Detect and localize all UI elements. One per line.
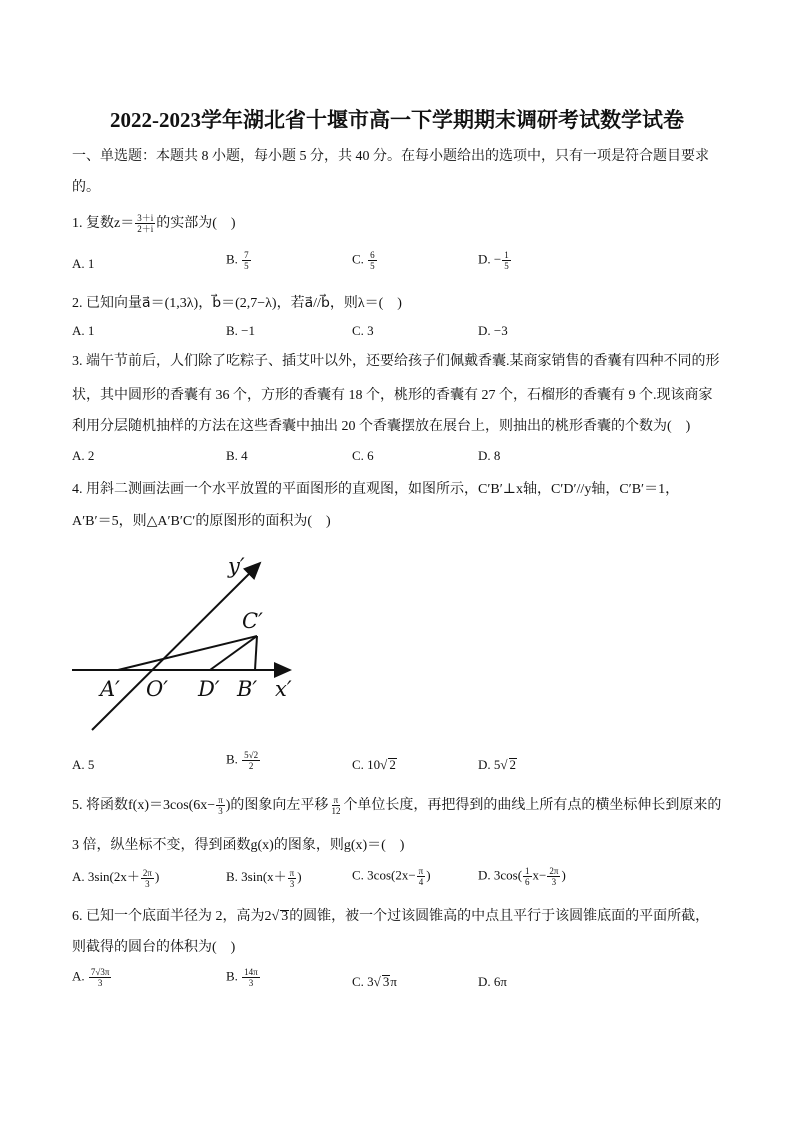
q3-option-c[interactable]: C. 6 [352, 448, 374, 463]
question-6-line1: 6. 已知一个底面半径为 2，高为2√ 3的圆锥，被一个过该圆锥高的中点且平行于该圆锥底面的平面所截， [72, 905, 709, 925]
segment-c-b [255, 636, 257, 670]
q1-option-c[interactable]: C. $\frac{6}{5}$ [352, 250, 375, 271]
q6-option-b[interactable]: B. $\frac{14\pi}{3}$ [226, 967, 258, 988]
q2-option-d[interactable]: D. −3 [478, 323, 508, 338]
label-x-prime: x′ [275, 677, 292, 701]
q1-option-b[interactable]: B. $\frac{7}{5}$ [226, 250, 249, 271]
q5-option-c[interactable]: C. 3cos(2x− $\frac{\pi}{4}$ ) [352, 866, 431, 887]
question-1: 1. 复数z＝ $\frac{3+i}{2+i}$ 的实部为( ) [72, 213, 236, 235]
label-b-prime: B′ [237, 677, 258, 701]
question-6-line2: 则截得的圆台的体积为( ) [72, 940, 236, 955]
fraction: $\frac{3+i}{2+i}$ [137, 213, 154, 235]
q4-option-d[interactable]: D. 5√ 2 [478, 757, 517, 773]
q5-option-a[interactable]: A. 3sin(2x＋ $\frac{2\pi}{3}$ ) [72, 867, 160, 889]
label-o-prime: O′ [146, 677, 168, 701]
section-header: 一、单选题：本题共 8 小题，每小题 5 分，共 40 分。在每小题给出的选项中，只有一项是符合题目要求 [72, 149, 709, 164]
q4-option-a[interactable]: A. 5 [72, 757, 95, 772]
question-3-line1: 3. 端午节前后，人们除了吃粽子、插艾叶以外，还要给孩子们佩戴香囊.某商家销售的香囊有四种不同的形 [72, 354, 720, 369]
label-c-prime: C′ [242, 609, 263, 633]
label-a-prime: A′ [100, 677, 120, 701]
question-5-line2: 3 倍，纵坐标不变，得到函数g(x)的图象，则g(x)＝( ) [72, 838, 405, 853]
label-y-prime: y′ [228, 554, 245, 578]
q2-option-c[interactable]: C. 3 [352, 323, 374, 338]
q6-option-a[interactable]: A. $\frac{7√3\pi}{3}$ [72, 967, 110, 988]
q6-option-d[interactable]: D. 6π [478, 974, 507, 989]
q5-option-d[interactable]: D. 3cos( $\frac{1}{6}$ x− $\frac{2\pi}{3}$ ) [478, 866, 566, 887]
q1-option-d[interactable]: D. − $\frac{1}{5}$ [478, 250, 509, 271]
q6-option-c[interactable]: C. 3√ 3π [352, 974, 397, 990]
q1-option-a[interactable]: A. 1 [72, 256, 95, 271]
q4-option-c[interactable]: C. 10√ 2 [352, 757, 397, 773]
q5-option-b[interactable]: B. 3sin(x＋ $\frac{\pi}{3}$ ) [226, 867, 302, 889]
question-4-line1: 4. 用斜二测画法画一个水平放置的平面图形的直观图，如图所示，C′B′⊥x轴，C′D′//y轴，C′B′＝1， [72, 482, 680, 497]
y-axis [92, 563, 260, 730]
question-5-line1: 5. 将函数f(x)＝3cos(6x− $\frac{\pi}{3}$ )的图象向左平移 $\frac{\pi}{12}$ 个单位长度，再把得到的曲线上所有点的横坐标伸长到原来的 [72, 795, 722, 817]
question-4-line2: A′B′＝5，则△A′B′C′的原图形的面积为( ) [72, 514, 331, 529]
section-header-cont: 的。 [72, 180, 100, 195]
q3-option-a[interactable]: A. 2 [72, 448, 95, 463]
q2-option-a[interactable]: A. 1 [72, 323, 95, 338]
question-3-line2: 状，其中圆形的香囊有 36 个，方形的香囊有 18 个，桃形的香囊有 27 个，石榴形的香囊有 9 个.现该商家 [72, 388, 713, 403]
question-2: 2. 已知向量a⃗＝(1,3λ)，b⃗＝(2,7−λ)，若a⃗//b⃗，则λ＝( ) [72, 296, 402, 311]
q2-option-b[interactable]: B. −1 [226, 323, 256, 338]
q3-option-d[interactable]: D. 8 [478, 448, 501, 463]
q3-option-b[interactable]: B. 4 [226, 448, 248, 463]
oblique-projection-figure [70, 545, 310, 740]
label-d-prime: D′ [198, 677, 220, 701]
segment-a-c [118, 636, 257, 670]
question-3-line3: 利用分层随机抽样的方法在这些香囊中抽出 20 个香囊摆放在展台上，则抽出的桃形香囊的个数为( ) [72, 419, 691, 434]
exam-title: 2022-2023学年湖北省十堰市高一下学期期末调研考试数学试卷 [110, 108, 684, 132]
q4-option-b[interactable]: B. $\frac{5√2}{2}$ [226, 750, 259, 771]
